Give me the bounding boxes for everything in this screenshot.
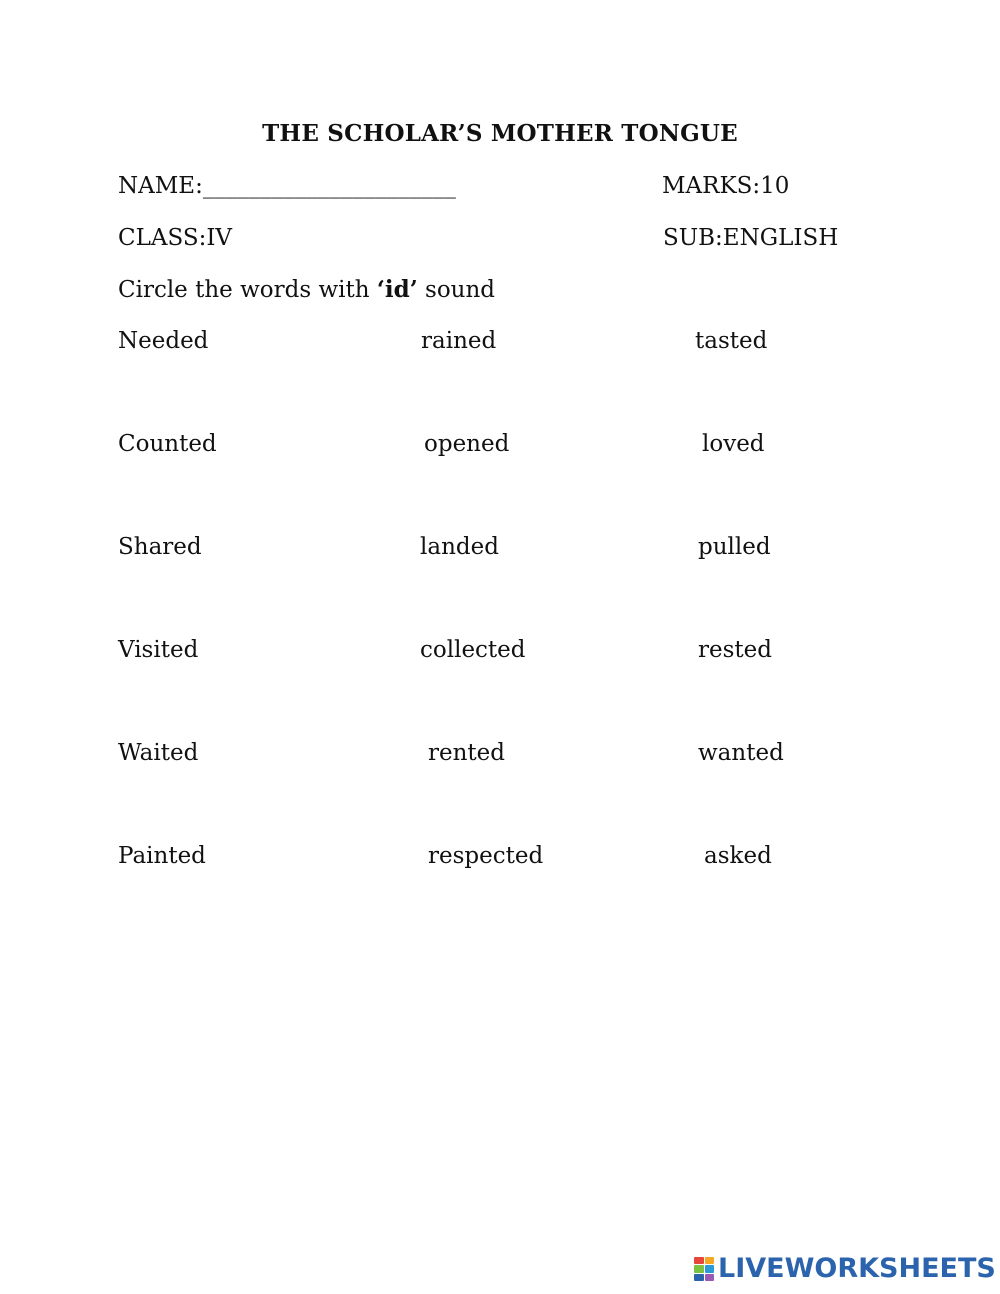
subject-label: SUB:ENGLISH bbox=[663, 225, 839, 251]
word-option[interactable]: Shared bbox=[118, 534, 202, 560]
liveworksheets-logo-icon bbox=[694, 1257, 714, 1281]
word-option[interactable]: respected bbox=[428, 843, 544, 869]
logo-tile bbox=[705, 1265, 715, 1272]
word-option[interactable]: opened bbox=[424, 431, 510, 457]
word-option[interactable]: Waited bbox=[118, 740, 199, 766]
logo-tile bbox=[705, 1274, 715, 1281]
word-option[interactable]: asked bbox=[704, 843, 772, 869]
logo-tile bbox=[694, 1274, 704, 1281]
word-option[interactable]: tasted bbox=[695, 328, 768, 354]
logo-tile bbox=[694, 1257, 704, 1264]
liveworksheets-logo bbox=[694, 1254, 996, 1284]
instruction-suffix: sound bbox=[417, 277, 496, 303]
class-label: CLASS:IV bbox=[118, 225, 233, 251]
instruction-highlight: ‘id’ bbox=[376, 276, 418, 303]
word-option[interactable]: loved bbox=[702, 431, 765, 457]
word-option[interactable]: wanted bbox=[698, 740, 784, 766]
word-option[interactable]: rented bbox=[428, 740, 505, 766]
logo-tile bbox=[694, 1265, 704, 1272]
word-option[interactable]: Painted bbox=[118, 843, 206, 869]
word-option[interactable]: Counted bbox=[118, 431, 217, 457]
liveworksheets-logo-text: LIVEWORKSHEETS bbox=[718, 1253, 996, 1284]
word-option[interactable]: collected bbox=[420, 637, 526, 663]
word-option[interactable]: pulled bbox=[698, 534, 771, 560]
marks-label: MARKS:10 bbox=[662, 173, 790, 199]
worksheet-title: THE SCHOLAR’S MOTHER TONGUE bbox=[262, 120, 738, 147]
logo-tile bbox=[705, 1257, 715, 1264]
word-option[interactable]: Needed bbox=[118, 328, 209, 354]
word-option[interactable]: Visited bbox=[118, 637, 199, 663]
instruction-text bbox=[118, 276, 495, 304]
name-field-label: NAME:______________________ bbox=[118, 173, 456, 199]
word-option[interactable]: landed bbox=[420, 534, 499, 560]
word-option[interactable]: rained bbox=[421, 328, 497, 354]
instruction-prefix: Circle the words with bbox=[118, 277, 377, 303]
word-option[interactable]: rested bbox=[698, 637, 772, 663]
